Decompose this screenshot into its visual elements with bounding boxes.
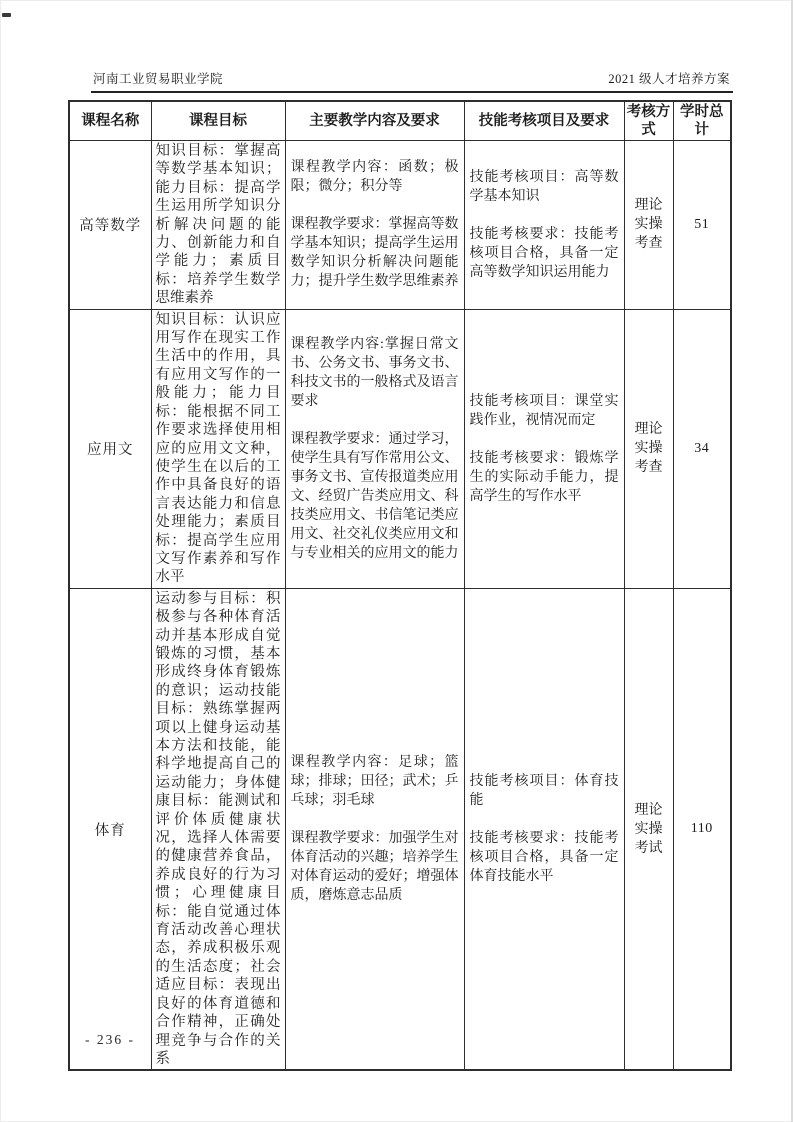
method-line: 考试 bbox=[634, 840, 663, 856]
course-name-cell: 体育 bbox=[69, 588, 151, 1070]
skill-assessment-cell bbox=[464, 588, 624, 1070]
assessment-method-cell bbox=[624, 309, 673, 588]
assessment-method-cell bbox=[624, 141, 673, 310]
method-line: 考查 bbox=[634, 236, 663, 252]
method-line: 理论 bbox=[634, 198, 663, 214]
table-header-row bbox=[69, 101, 731, 141]
assessment-requirement-paragraph: 技能考核要求：锻炼学生的实际动手能力，提高学生的写作水平 bbox=[469, 450, 619, 504]
col-header-assessment-method: 考核方式 bbox=[624, 101, 673, 141]
method-line: 考查 bbox=[634, 460, 663, 476]
skill-assessment-cell bbox=[464, 309, 624, 588]
total-hours-cell: 51 bbox=[673, 141, 731, 310]
teaching-requirement-paragraph: 课程教学要求：通过学习，使学生具有写作常用公文、事务文书、宣传报道类应用文、经贸广告类应用文、科技类应用文、书信笔记类应用文、社交礼仪类应用文和与专业相关的应用文的能力 bbox=[290, 431, 459, 561]
method-line: 实操 bbox=[634, 821, 663, 837]
assessment-requirement-paragraph: 技能考核要求：技能考核项目合格，具备一定高等数学知识运用能力 bbox=[469, 226, 619, 280]
col-header-course-name: 课程名称 bbox=[69, 101, 151, 141]
method-line: 实操 bbox=[634, 441, 663, 457]
col-header-objectives: 课程目标 bbox=[151, 101, 285, 141]
objectives-cell: 知识目标：掌握高等数学基本知识；能力目标：提高学生运用所学知识分析解决问题的能力、创新能力和自学能力；素质目标：培养学生数学思维素养 bbox=[151, 141, 285, 310]
method-line: 实操 bbox=[634, 217, 663, 233]
page-header-plan-title: 2021 级人才培养方案 bbox=[608, 72, 730, 86]
teaching-content-cell bbox=[285, 588, 464, 1070]
page-header-institution: 河南工业贸易职业学院 bbox=[93, 72, 224, 86]
col-header-skill-assessment: 技能考核项目及要求 bbox=[464, 101, 624, 141]
assessment-requirement-paragraph: 技能考核要求：技能考核项目合格，具备一定体育技能水平 bbox=[469, 831, 619, 885]
curriculum-table bbox=[68, 100, 732, 1071]
page-header-rule bbox=[91, 91, 733, 93]
teaching-requirement-paragraph: 课程教学要求：掌握高等数学基本知识；提高学生运用数学知识分析解决问题能力；提升学生数学思维素养 bbox=[290, 217, 459, 290]
objectives-cell: 运动参与目标：积极参与各种体育活动并基本形成自觉锻炼的习惯，基本形成终身体育锻炼的意识；运动技能目标：熟练掌握两项以上健身运动基本方法和技能，能科学地提高自己的运动能力；身体健康目标：能测试和评价体质健康状况，选择人体需要的健康营养食品，养成良好的行为习惯；心理健康目标：能自觉通过体育活动改善心理状态，养成积极乐观的生活态度；社会适应目标：表现出良好的体育道德和合作精神，正确处理竞争与合作的关系 bbox=[151, 588, 285, 1070]
method-line: 理论 bbox=[634, 422, 663, 438]
assessment-item-paragraph: 技能考核项目：体育技能 bbox=[469, 774, 619, 809]
skill-assessment-cell bbox=[464, 141, 624, 310]
total-hours-cell: 110 bbox=[673, 588, 731, 1070]
table-row bbox=[69, 588, 731, 1070]
table-row bbox=[69, 309, 731, 588]
col-header-teaching-content: 主要教学内容及要求 bbox=[285, 101, 464, 141]
course-name-cell: 高等数学 bbox=[69, 141, 151, 310]
col-header-total-hours: 学时总计 bbox=[673, 101, 731, 141]
teaching-requirement-paragraph: 课程教学要求：加强学生对体育活动的兴趣；培养学生对体育运动的爱好；增强体质，磨炼意志品质 bbox=[290, 831, 459, 904]
scan-artifact-mark bbox=[2, 13, 11, 17]
course-name-cell: 应用文 bbox=[69, 309, 151, 588]
teaching-content-cell bbox=[285, 309, 464, 588]
objectives-cell: 知识目标：认识应用写作在现实工作生活中的作用，具有应用文写作的一般能力；能力目标：能根据不同工作要求选择使用相应的应用文文种，使学生在以后的工作中具备良好的语言表达能力和信息处理能力；素质目标：提高学生应用文写作素养和写作水平 bbox=[151, 309, 285, 588]
assessment-item-paragraph: 技能考核项目：课堂实践作业，视情况而定 bbox=[469, 393, 619, 428]
page-number: - 236 - bbox=[85, 1032, 135, 1047]
table-row bbox=[69, 141, 731, 310]
teaching-content-paragraph: 课程教学内容：函数；极限；微分；积分等 bbox=[290, 160, 459, 195]
teaching-content-paragraph: 课程教学内容:掌握日常文书、公务文书、事务文书、科技文书的一般格式及语言要求 bbox=[290, 336, 459, 409]
total-hours-cell: 34 bbox=[673, 309, 731, 588]
method-line: 理论 bbox=[634, 802, 663, 818]
assessment-method-cell bbox=[624, 588, 673, 1070]
teaching-content-paragraph: 课程教学内容：足球；篮球；排球；田径；武术；乒乓球；羽毛球 bbox=[290, 755, 459, 809]
teaching-content-cell bbox=[285, 141, 464, 310]
assessment-item-paragraph: 技能考核项目：高等数学基本知识 bbox=[469, 169, 619, 204]
